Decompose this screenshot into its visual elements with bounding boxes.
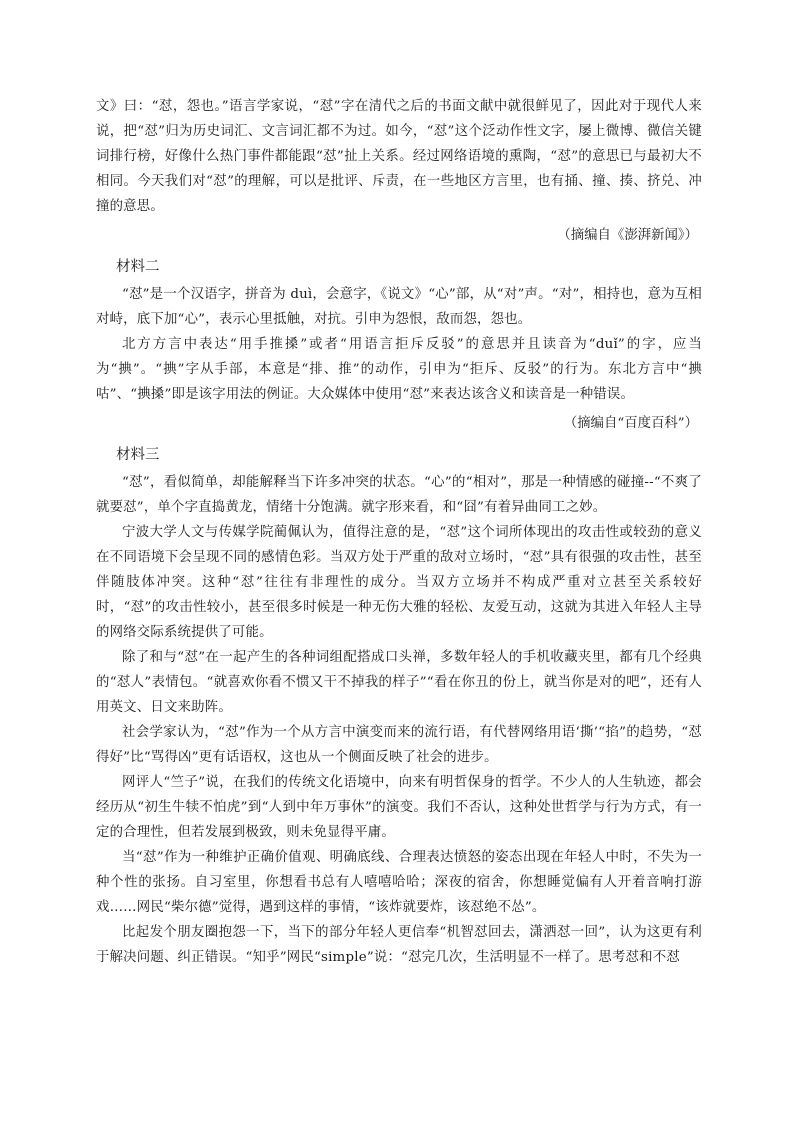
material3-paragraph-4: 社会学家认为，“怼”作为一个从方言中演变而来的流行语，有代替网络用语‘撕’“掐”的趋势，“怼得好”比“骂得凶”更有话语权，这也从一个侧面反映了社会的进步。 — [96, 725, 702, 765]
material3-heading: 材料三 — [116, 447, 160, 463]
material2-source: （摘编自“百度百科”） — [563, 416, 698, 431]
material3-paragraph-1: “怼”，看似简单，却能解释当下许多冲突的状态。“心”的“相对”，那是一种情感的碰撞--“不爽了就要怼”，单个字直捣黄龙，情绪十分饱满。就字形来看，和“囧”有着异曲同工之妙。 — [96, 475, 702, 515]
material2-paragraph-2: 北方方言中表达“用手推搡”或者“用语言拒斥反驳”的意思并且读音为“duǐ”的字，应当为“捵”。“捵”字从手部，本意是“排、推”的动作，引申为“拒斥、反驳”的行为。东北方言中“捵咕”、“捵搡”即是该字用法的例证。大众媒体中使用“怼”来表达该含义和读音是一种错误。 — [96, 337, 702, 402]
material1-paragraph-1: 文》曰：“怼，怨也。”语言学家说，“怼”字在清代之后的书面文献中就很鲜见了，因此对于现代人来说，把“怼”归为历史词汇、文言词汇都不为过。如今，“怼”这个泛动作性文字，屡上微博、微信关键词排行榜，好像什么热门事件都能跟“怼”扯上关系。经过网络语境的熏陶，“怼”的意思已与最初大不相同。今天我们对“怼”的理解，可以是批评、斥责，在一些地区方言里，也有捅、撞、揍、挤兑、冲撞的意思。 — [96, 99, 702, 214]
material3-paragraph-7: 比起发个朋友圈抱怨一下，当下的部分年轻人更信奉“机智怼回去，潇洒怼一回”，认为这更有利于解决问题、纠正错误。“知乎”网民“simple”说：“怼完几次，生活明显不一样了。思考怼和不怼 — [96, 925, 702, 965]
material2-heading: 材料二 — [116, 259, 160, 275]
material3-paragraph-2: 宁波大学人文与传媒学院蔺佩认为，值得注意的是，“怼”这个词所体现出的攻击性或较劲的意义在不同语境下会呈现不同的感情色彩。当双方处于严重的敌对立场时，“怼”具有很强的攻击性，甚至伴随肢体冲突。这种“怼”往往有非理性的成分。当双方立场并不构成严重对立甚至关系较好时，“怼”的攻击性较小，甚至很多时候是一种无伤大雅的轻松、友爱互动，这就为其进入年轻人主导的网络交际系统提供了可能。 — [96, 525, 702, 640]
material3-paragraph-3: 除了和与“怼”在一起产生的各种词组配搭成口头禅，多数年轻人的手机收藏夹里，都有几个经典的“怼人”表情包。“就喜欢你看不惯又干不掉我的样子”“看在你丑的份上，就当你是对的吧”，还有人用英文、日文来助阵。 — [96, 650, 702, 715]
document-body — [96, 94, 702, 970]
material3-paragraph-5: 网评人“竺子”说，在我们的传统文化语境中，向来有明哲保身的哲学。不少人的人生轨迹，都会经历从“初生牛犊不怕虎”到“人到中年万事休”的演变。我们不否认，这种处世哲学与行为方式，有一定的合理性，但若发展到极致，则未免显得平庸。 — [96, 775, 702, 840]
material2-paragraph-1: “怼”是一个汉语字，拼音为 duì，会意字，《说文》“心”部，从“对”声。“对”，相持也，意为互相对峙，底下加“心”，表示心里抵触，对抗。引申为怨恨，敌而怨，怨也。 — [96, 287, 702, 327]
material1-source: （摘编自《澎湃新闻》） — [557, 228, 698, 243]
material3-paragraph-6: 当“怼”作为一种维护正确价值观、明确底线、合理表达愤怒的姿态出现在年轻人中时，不失为一种个性的张扬。自习室里，你想看书总有人嘻嘻哈哈；深夜的宿舍，你想睡觉偏有人开着音响打游戏……网民“柴尔德”觉得，遇到这样的事情，“该炸就要炸，该怼绝不怂”。 — [96, 850, 702, 915]
